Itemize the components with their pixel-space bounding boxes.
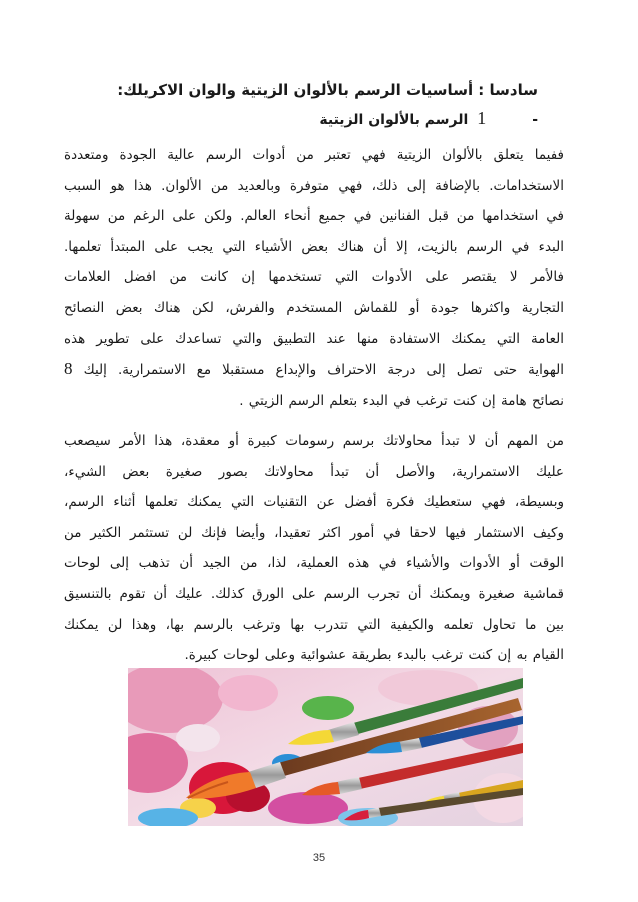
subsection-title: الرسم بالألوان الزيتية	[319, 112, 469, 128]
subsection-heading	[58, 108, 538, 130]
paintbrushes-photo	[128, 668, 523, 826]
paragraph-small-canvas-tip	[64, 426, 564, 671]
paragraph-line: نصائح هامة إن كنت ترغب في البدء بتعلم الرسم الزيتي .	[239, 392, 564, 409]
paragraph-line: التجارية واكثرها جودة أو للقماش المستخدم والفرش، لكن هناك بعض النصائح	[64, 299, 564, 316]
paragraph-line: العامة التي يمكنك الاستفادة منها عند التطبيق والتي تساعدك على تطوير هذه	[64, 330, 564, 347]
paragraph-line: وبسيطة، فهي ستعطيك فكرة أفضل عن التقنيات التي يمكنك تعلمها أثناء الرسم،	[64, 494, 564, 511]
paintbrushes-on-palette-icon	[128, 668, 523, 826]
paragraph-line: فالأمر لا يقتصر على الأدوات التي تستخدمها إن كانت من افضل العلامات	[64, 269, 564, 286]
paragraph-line: وكيف الاستثمار فيها لاحقا في أمور اكثر تعقيدا، وأيضا فإنك لن تستثمر الكثير من	[64, 524, 564, 541]
subsection-number: 1	[477, 108, 487, 128]
line-text: الهواية حتى تصل إلى درجة الاحتراف والإبداع مستقبلا مع الاستمرارية. إليك	[83, 362, 564, 379]
paragraph-line: قماشية صغيرة ويمكنك أن تجرب الرسم على الورق كذلك. عليك أن تقوم بالتنسيق	[64, 585, 564, 602]
section-heading: سادسا : أساسيات الرسم بالألوان الزيتية والوان الاكريلك:	[117, 81, 538, 99]
paragraph-line: القيام به إن كنت ترغب بالبدء بطريقة عشوائية وعلى لوحات كبيرة.	[184, 647, 564, 664]
paragraph-line: بين ما تحاول تعلمه والكيفية التي تتدرب بها وترغب بالرسم بها، وهذا لن يمكنك	[64, 616, 564, 633]
page-number: 35	[312, 852, 326, 864]
paragraph-line: ففيما يتعلق بالألوان الزيتية فهي تعتبر من أدوات الرسم عالية الجودة ومتعددة	[64, 147, 564, 163]
paragraph-line: من المهم أن لا تبدأ محاولاتك برسم رسومات كبيرة أو معقدة، هذا الأمر سيصعب	[64, 433, 564, 449]
paragraph-line: في استخدامها من قبل الفنانين في جميع أنحاء العالم. ولكن على الرغم من سهولة	[64, 208, 564, 225]
paragraph-line-with-number	[64, 354, 564, 386]
paragraph-line: البدء في الرسم بالزيت، إلا أن هناك بعض الأشياء التي يجب على المبتدأ تعلمها.	[64, 238, 564, 255]
tips-count: 8	[64, 359, 73, 379]
paragraph-line: الاستخدامات. بالإضافة إلى ذلك، فهي متوفرة وبالعديد من الألوان. هذا هو السبب	[64, 177, 564, 194]
paragraph-line: الوقت أو الأدوات والأشياء في هذه العملية، لذا، من الجيد أن تذهب إلى لوحات	[64, 555, 564, 572]
paragraph-oil-painting	[64, 140, 564, 416]
subsection-dash: -	[532, 112, 538, 128]
paragraph-line: عليك الاستمرارية، والأصل أن تبدأ محاولاتك بصور صغيرة بعض الشيء،	[64, 463, 564, 480]
